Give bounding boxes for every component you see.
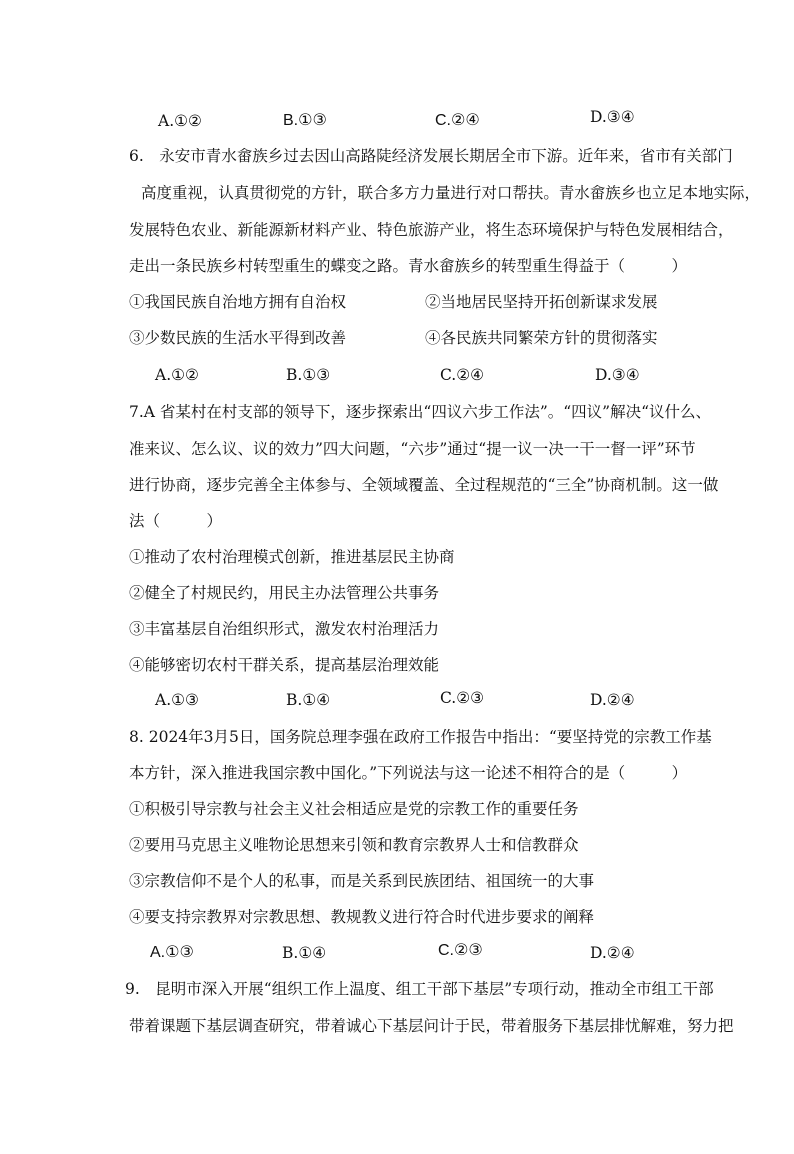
- q6-option-b: B.①③: [286, 366, 331, 384]
- q8-option-c: C.②③: [438, 942, 483, 959]
- q6-choice-3: ③少数民族的生活水平得到改善: [129, 329, 347, 347]
- q6-stem-line: 走出一条民族乡村转型重生的蝶变之路。青水畲族乡的转型重生得益于（ ）: [129, 257, 688, 275]
- q6-option-d: D.③④: [595, 366, 640, 384]
- q7-choice-3: ③丰富基层自治组织形式，激发农村治理活力: [129, 620, 440, 638]
- q8-option-a: A.①③: [150, 944, 194, 961]
- q8-stem-line: 本方针，深入推进我国宗教中国化。”下列说法与这一论述不相符合的是（ ）: [129, 764, 688, 782]
- q8-option-b: B.①④: [282, 944, 327, 962]
- q8-choice-2: ②要用马克思主义唯物论思想来引领和教育宗教界人士和信教群众: [129, 836, 579, 854]
- q7-choice-1: ①推动了农村治理模式创新，推进基层民主协商: [129, 548, 455, 566]
- q7-option-a: A.①③: [155, 691, 199, 709]
- q7-stem-line: 进行协商，逐步完善全主体参与、全领域覆盖、全过程规范的“三全”协商机制。这一做: [129, 476, 719, 494]
- q7-stem-line: 7.A 省某村在村支部的领导下，逐步探索出“四议六步工作法”。“四议”解决“议什么、: [129, 403, 712, 421]
- q5-option-d: D.③④: [590, 108, 635, 126]
- q6-stem-line: 高度重视，认真贯彻党的方针，联合多方力量进行对口帮扶。青水畲族乡也立足本地实际，: [141, 184, 761, 202]
- q8-stem-line: 8. 2024年3月5日，国务院总理李强在政府工作报告中指出：“要坚持党的宗教工作基: [129, 728, 712, 746]
- q8-option-d: D.②④: [590, 944, 635, 962]
- q5-option-b: B.①③: [283, 112, 327, 129]
- q5-option-c: C.②④: [435, 112, 480, 129]
- q7-stem-line: 准来议、怎么议、议的效力”四大问题，“六步”通过“提一议一决一干一督一评”环节: [129, 440, 696, 458]
- q8-choice-1: ①积极引导宗教与社会主义社会相适应是党的宗教工作的重要任务: [129, 800, 579, 818]
- q8-choice-3: ③宗教信仰不是个人的私事，而是关系到民族团结、祖国统一的大事: [129, 872, 595, 890]
- q5-option-a: A.①②: [158, 112, 202, 130]
- q6-choice-2: ②当地居民坚持开拓创新谋求发展: [425, 293, 658, 311]
- q7-option-b: B.①④: [286, 691, 331, 709]
- q7-choice-4: ④能够密切农村干群关系，提高基层治理效能: [129, 656, 440, 674]
- q7-stem-line: 法（ ）: [129, 512, 223, 530]
- q7-option-d: D.②④: [590, 691, 635, 709]
- q9-stem-line: 带着课题下基层调查研究，带着诚心下基层问计于民，带着服务下基层排忧解难，努力把: [129, 1017, 734, 1035]
- q6-choice-1: ①我国民族自治地方拥有自治权: [129, 293, 347, 311]
- q6-stem-line: 6. 永安市青水畲族乡过去因山高路陡经济发展长期居全市下游。近年来，省市有关部门: [129, 147, 733, 165]
- q6-stem-line: 发展特色农业、新能源新材料产业、特色旅游产业，将生态环境保护与特色发展相结合，: [129, 221, 734, 239]
- q8-choice-4: ④要支持宗教界对宗教思想、教规教义进行符合时代进步要求的阐释: [129, 908, 595, 926]
- q6-choice-4: ④各民族共同繁荣方针的贯彻落实: [425, 329, 658, 347]
- q6-option-a: A.①②: [155, 366, 199, 384]
- q9-stem-line: 9. 昆明市深入开展“组织工作上温度、组工干部下基层”专项行动，推动全市组工干部: [125, 980, 714, 998]
- q7-option-c: C.②③: [440, 689, 485, 707]
- q7-choice-2: ②健全了村规民约，用民主办法管理公共事务: [129, 584, 440, 602]
- q6-option-c: C.②④: [440, 366, 485, 384]
